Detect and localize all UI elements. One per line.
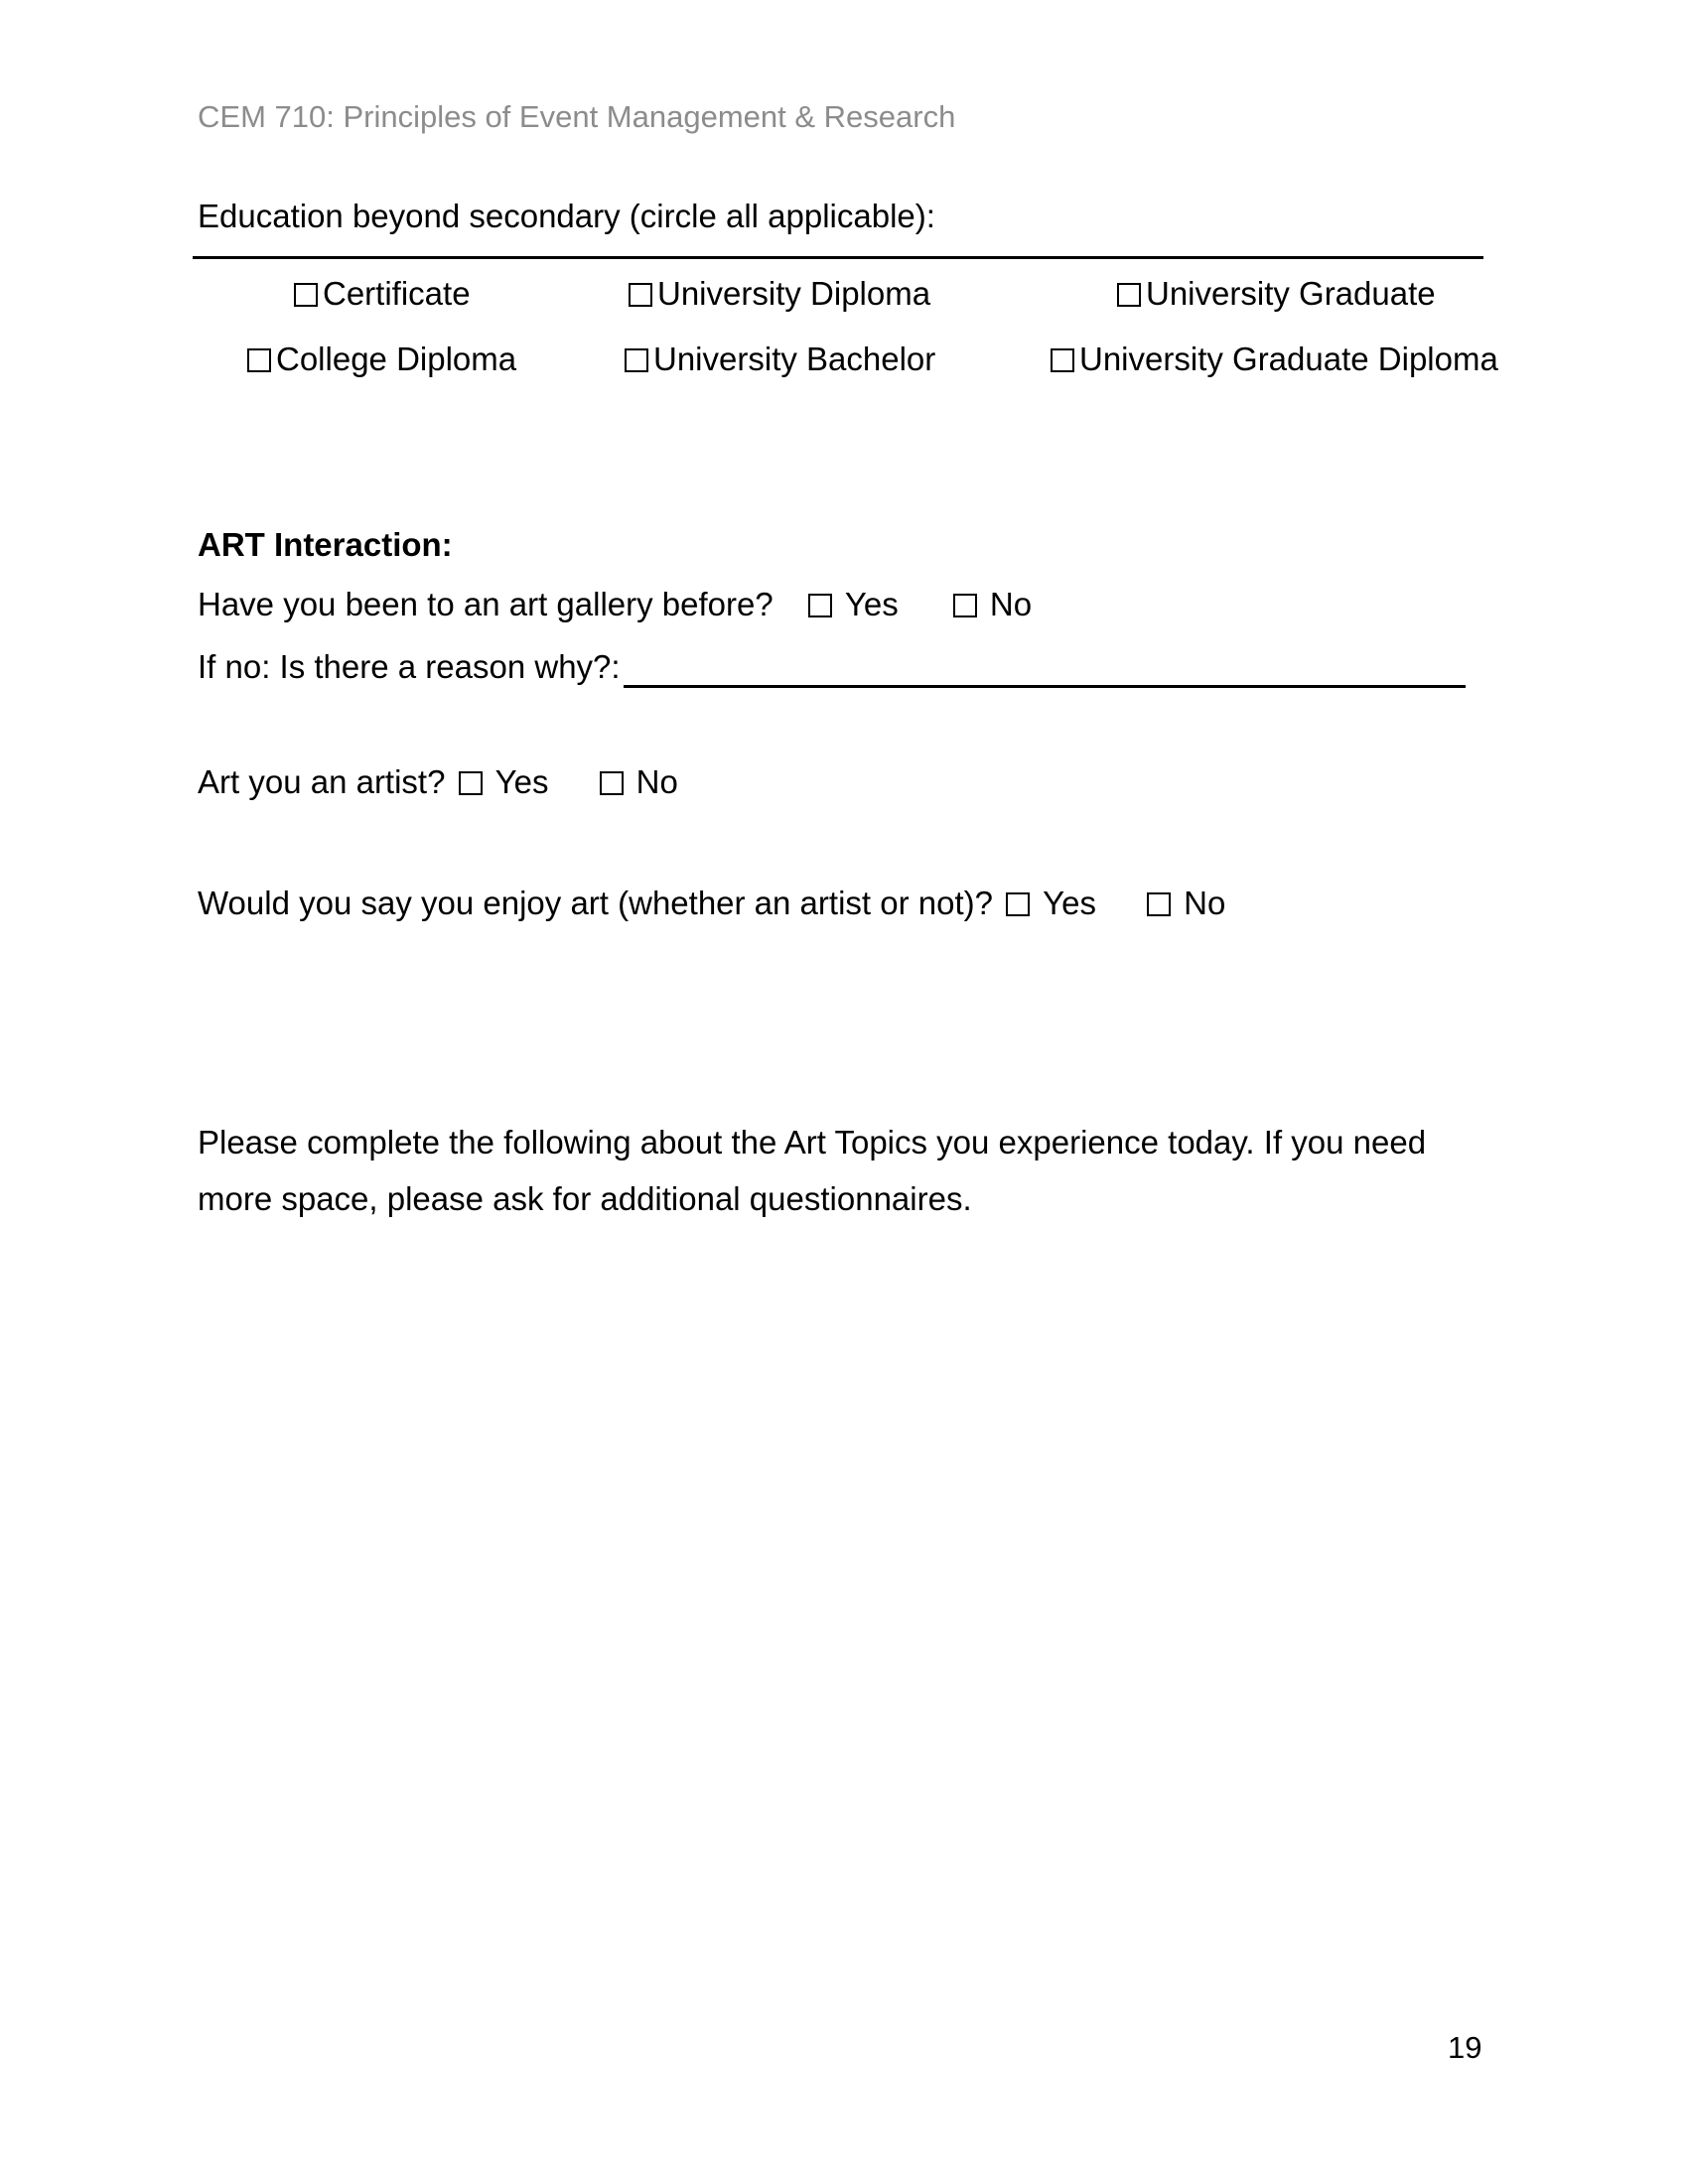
page-number: 19 xyxy=(1448,2030,1482,2065)
yes-label: Yes xyxy=(494,763,549,800)
option-university-diploma[interactable] xyxy=(629,274,930,314)
section-divider xyxy=(193,256,1483,259)
yes-label: Yes xyxy=(844,586,899,622)
artist-question xyxy=(198,762,678,802)
yes-checkbox-icon[interactable] xyxy=(1006,892,1030,916)
option-label: Certificate xyxy=(323,275,471,312)
checkbox-icon[interactable] xyxy=(294,283,318,307)
option-university-graduate[interactable] xyxy=(1117,274,1436,314)
no-label: No xyxy=(635,763,678,800)
yes-checkbox-icon[interactable] xyxy=(459,771,483,795)
reason-why-label: If no: Is there a reason why?: xyxy=(198,648,621,685)
option-university-graduate-diploma[interactable] xyxy=(1051,340,1498,379)
checkbox-icon[interactable] xyxy=(625,348,648,372)
document-header: CEM 710: Principles of Event Management & Research xyxy=(198,99,956,134)
checkbox-icon[interactable] xyxy=(1051,348,1074,372)
checkbox-icon[interactable] xyxy=(1117,283,1141,307)
question-text: Art you an artist? xyxy=(198,763,446,800)
question-text: Have you been to an art gallery before? xyxy=(198,586,774,622)
checkbox-icon[interactable] xyxy=(247,348,271,372)
option-university-bachelor[interactable] xyxy=(625,340,935,379)
instructions-paragraph: Please complete the following about the Art Topics you experience today. If you need more space, please ask for additional questionnaires. xyxy=(198,1124,1427,1217)
option-label: University Diploma xyxy=(657,275,931,312)
gallery-question xyxy=(198,585,1032,624)
option-college-diploma[interactable] xyxy=(247,340,516,379)
enjoy-art-question xyxy=(198,884,1225,923)
option-label: University Graduate Diploma xyxy=(1079,341,1498,377)
no-label: No xyxy=(989,586,1033,622)
option-label: University Graduate xyxy=(1146,275,1436,312)
yes-checkbox-icon[interactable] xyxy=(808,594,832,617)
option-certificate[interactable] xyxy=(294,274,471,314)
no-checkbox-icon[interactable] xyxy=(600,771,624,795)
no-checkbox-icon[interactable] xyxy=(1147,892,1171,916)
yes-label: Yes xyxy=(1043,885,1096,921)
reason-answer-line[interactable] xyxy=(624,685,1466,688)
question-text: Would you say you enjoy art (whether an artist or not)? xyxy=(198,885,993,921)
option-label: University Bachelor xyxy=(653,341,936,377)
option-label: College Diploma xyxy=(276,341,517,377)
no-label: No xyxy=(1184,885,1226,921)
checkbox-icon[interactable] xyxy=(629,283,652,307)
art-interaction-heading: ART Interaction: xyxy=(198,526,453,563)
no-checkbox-icon[interactable] xyxy=(953,594,977,617)
education-prompt: Education beyond secondary (circle all applicable): xyxy=(198,198,935,234)
